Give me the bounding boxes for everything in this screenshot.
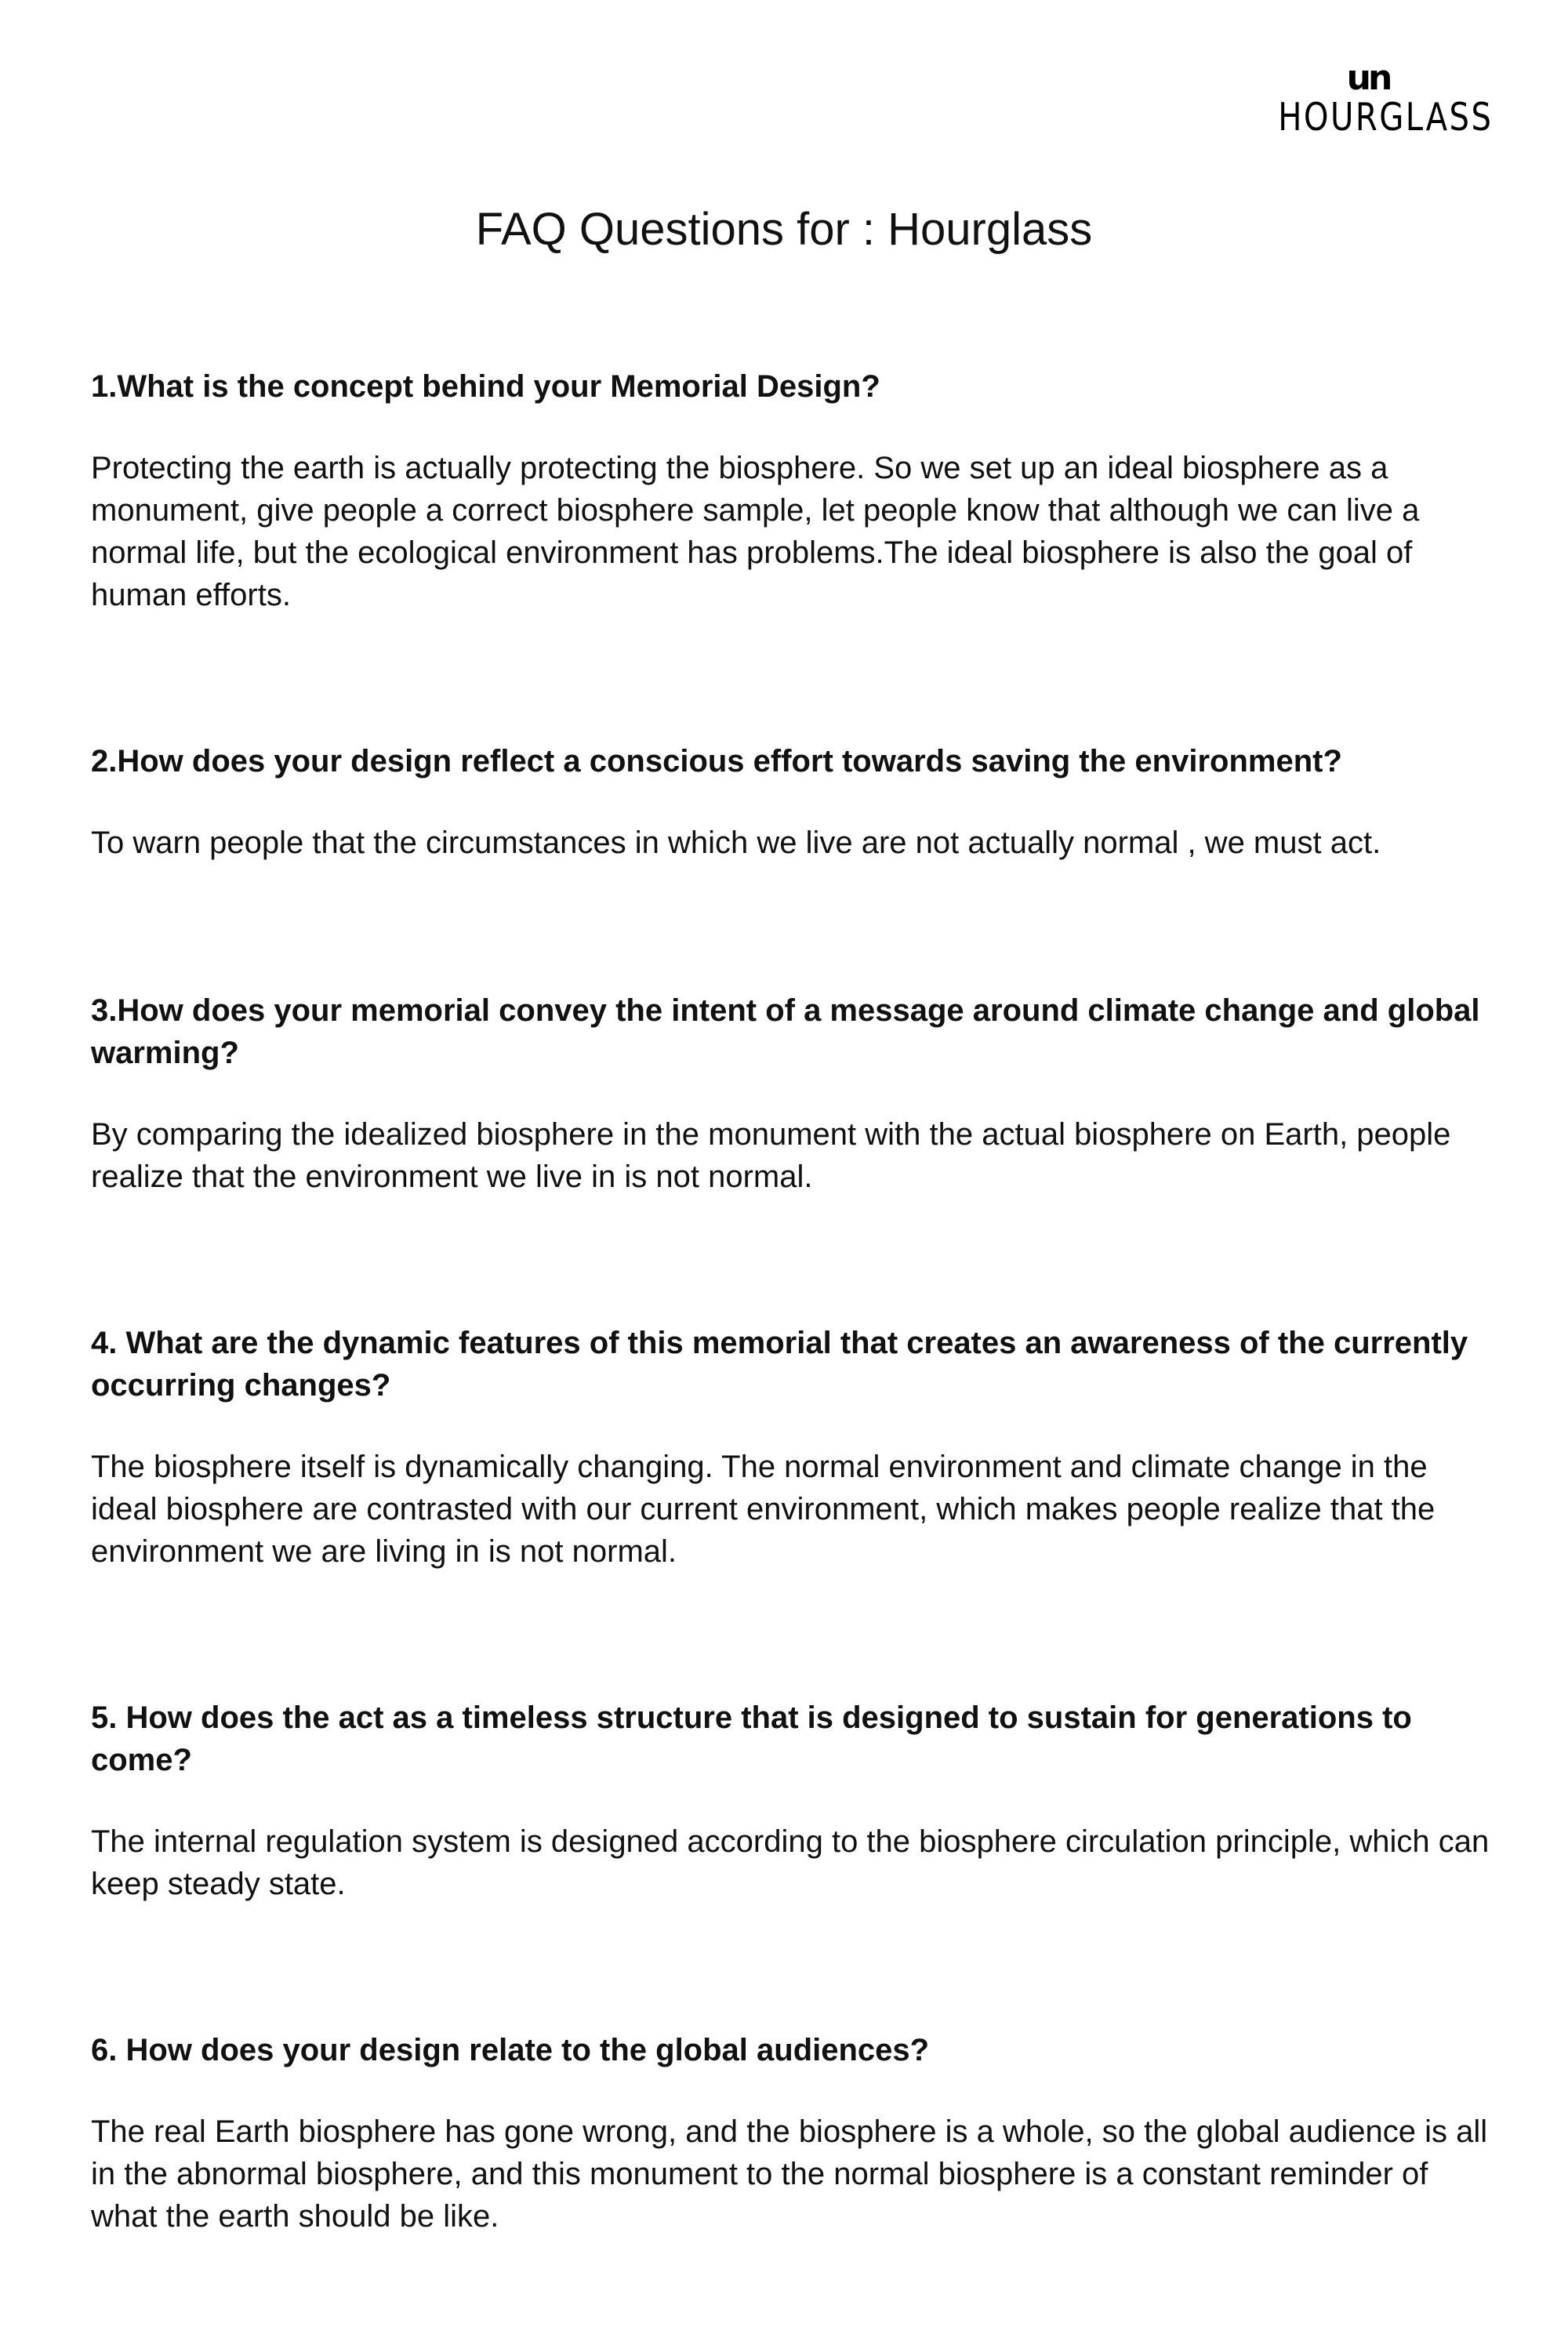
faq-answer-4: The biosphere itself is dynamically changing. The normal environment and climate change in the ideal biosphere are contrasted with our current environment, which makes people realize that the environment we are living in is not normal. xyxy=(91,1450,1436,1569)
faq-answer-2: To warn people that the circumstances in which we live are not actually normal , we must act. xyxy=(91,826,1381,860)
faq-item-6 xyxy=(91,2029,1502,2238)
faq-item-3 xyxy=(91,989,1502,1198)
faq-answer-6: The real Earth biosphere has gone wrong, and the biosphere is a whole, so the global audience is all in the abnormal biosphere, and this monument to the normal biosphere is a constant reminder of what the earth should be like. xyxy=(91,2114,1488,2234)
faq-question-4: 4. What are the dynamic features of this memorial that creates an awareness of the currently occurring changes? xyxy=(91,1326,1468,1403)
faq-item-2 xyxy=(91,740,1502,864)
faq-question-3: 3.How does your memorial convey the intent of a message around climate change and global warming? xyxy=(91,993,1480,1070)
logo-mark: un xyxy=(1346,58,1390,98)
faq-question-2: 2.How does your design reflect a conscious effort towards saving the environment? xyxy=(91,744,1342,779)
logo-wordmark: HOURGLASS xyxy=(1278,95,1494,140)
faq-item-5 xyxy=(91,1697,1502,1905)
faq-answer-3: By comparing the idealized biosphere in the monument with the actual biosphere on Earth, people realize that the environment we live in is not normal. xyxy=(91,1117,1451,1194)
faq-item-1 xyxy=(91,365,1502,616)
page-title: FAQ Questions for : Hourglass xyxy=(475,204,1093,255)
faq-question-5: 5. How does the act as a timeless structure that is designed to sustain for generations to come? xyxy=(91,1700,1412,1777)
faq-answer-1: Protecting the earth is actually protecting the biosphere. So we set up an ideal biosphere as a monument, give people a correct biosphere sample, let people know that although we can live a normal life, but the ecological environment has problems.The ideal biosphere is also the goal of human efforts. xyxy=(91,451,1420,612)
faq-question-1: 1.What is the concept behind your Memorial Design? xyxy=(91,369,880,404)
faq-answer-5: The internal regulation system is designed according to the biosphere circulation principle, which can keep steady state. xyxy=(91,1824,1490,1901)
faq-question-6: 6. How does your design relate to the global audiences? xyxy=(91,2033,930,2067)
brand-logo xyxy=(1258,58,1494,140)
faq-item-4 xyxy=(91,1322,1502,1573)
